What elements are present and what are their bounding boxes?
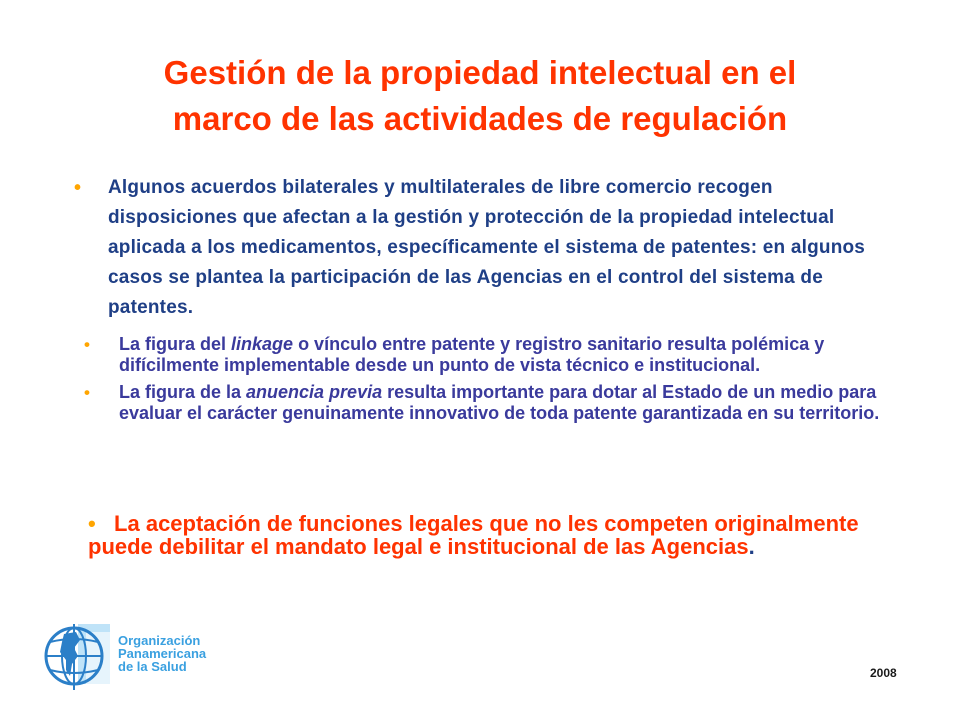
text-before: La figura de la xyxy=(119,382,247,402)
sub-bullet-anuencia xyxy=(84,382,884,424)
title-line-1: Gestión de la propiedad intelectual en el xyxy=(163,54,797,91)
conclusion-period: . xyxy=(748,534,755,559)
paho-logo xyxy=(40,620,250,692)
bullet-main-text: Algunos acuerdos bilaterales y multilaterales de libre comercio recogen disposiciones que afectan a la gestión y protección de la propiedad intelectual aplicada a los medicamentos, específicamente el sistema de patentes: en algunos casos se plantea la participación de las Agencias en el control del sistema de patentes. xyxy=(108,177,866,318)
bullet-main xyxy=(74,173,904,323)
bullet-marker: • xyxy=(84,335,90,354)
sub-bullet-text xyxy=(119,334,884,376)
slide-title xyxy=(60,50,900,142)
bullet-marker: • xyxy=(88,511,96,536)
footer-year: 2008 xyxy=(870,666,897,680)
text-before: La figura del xyxy=(119,334,232,354)
bullet-conclusion-text xyxy=(88,512,888,558)
sub-bullet-linkage xyxy=(84,334,884,376)
emphasis-term: anuencia previa xyxy=(246,382,383,402)
emphasis-term: linkage xyxy=(231,334,294,354)
logo-line-3: de la Salud xyxy=(118,659,187,674)
logo-line-1: Organización xyxy=(118,633,201,648)
bullet-conclusion xyxy=(88,512,888,558)
bullet-marker: • xyxy=(84,383,90,402)
text-after: resulta importante para dotar al Estado de un medio para evaluar el carácter genuinamente innovativo de toda patente garantizada en su territorio. xyxy=(119,382,880,423)
logo-text xyxy=(118,634,206,673)
sub-bullet-list xyxy=(84,334,884,430)
sub-bullet-text xyxy=(119,382,884,424)
title-line-2: marco de las actividades de regulación xyxy=(172,100,788,137)
text-after: o vínculo entre patente y registro sanitario resulta polémica y difícilmente implementable desde un punto de vista técnico e institucional. xyxy=(119,334,825,375)
bullet-marker: • xyxy=(74,177,82,199)
globe-icon xyxy=(40,620,116,692)
logo-line-2: Panamericana xyxy=(118,646,207,661)
conclusion-body: La aceptación de funciones legales que no les competen originalmente puede debilitar el mandato legal e institucional de las Agencias xyxy=(88,511,859,559)
